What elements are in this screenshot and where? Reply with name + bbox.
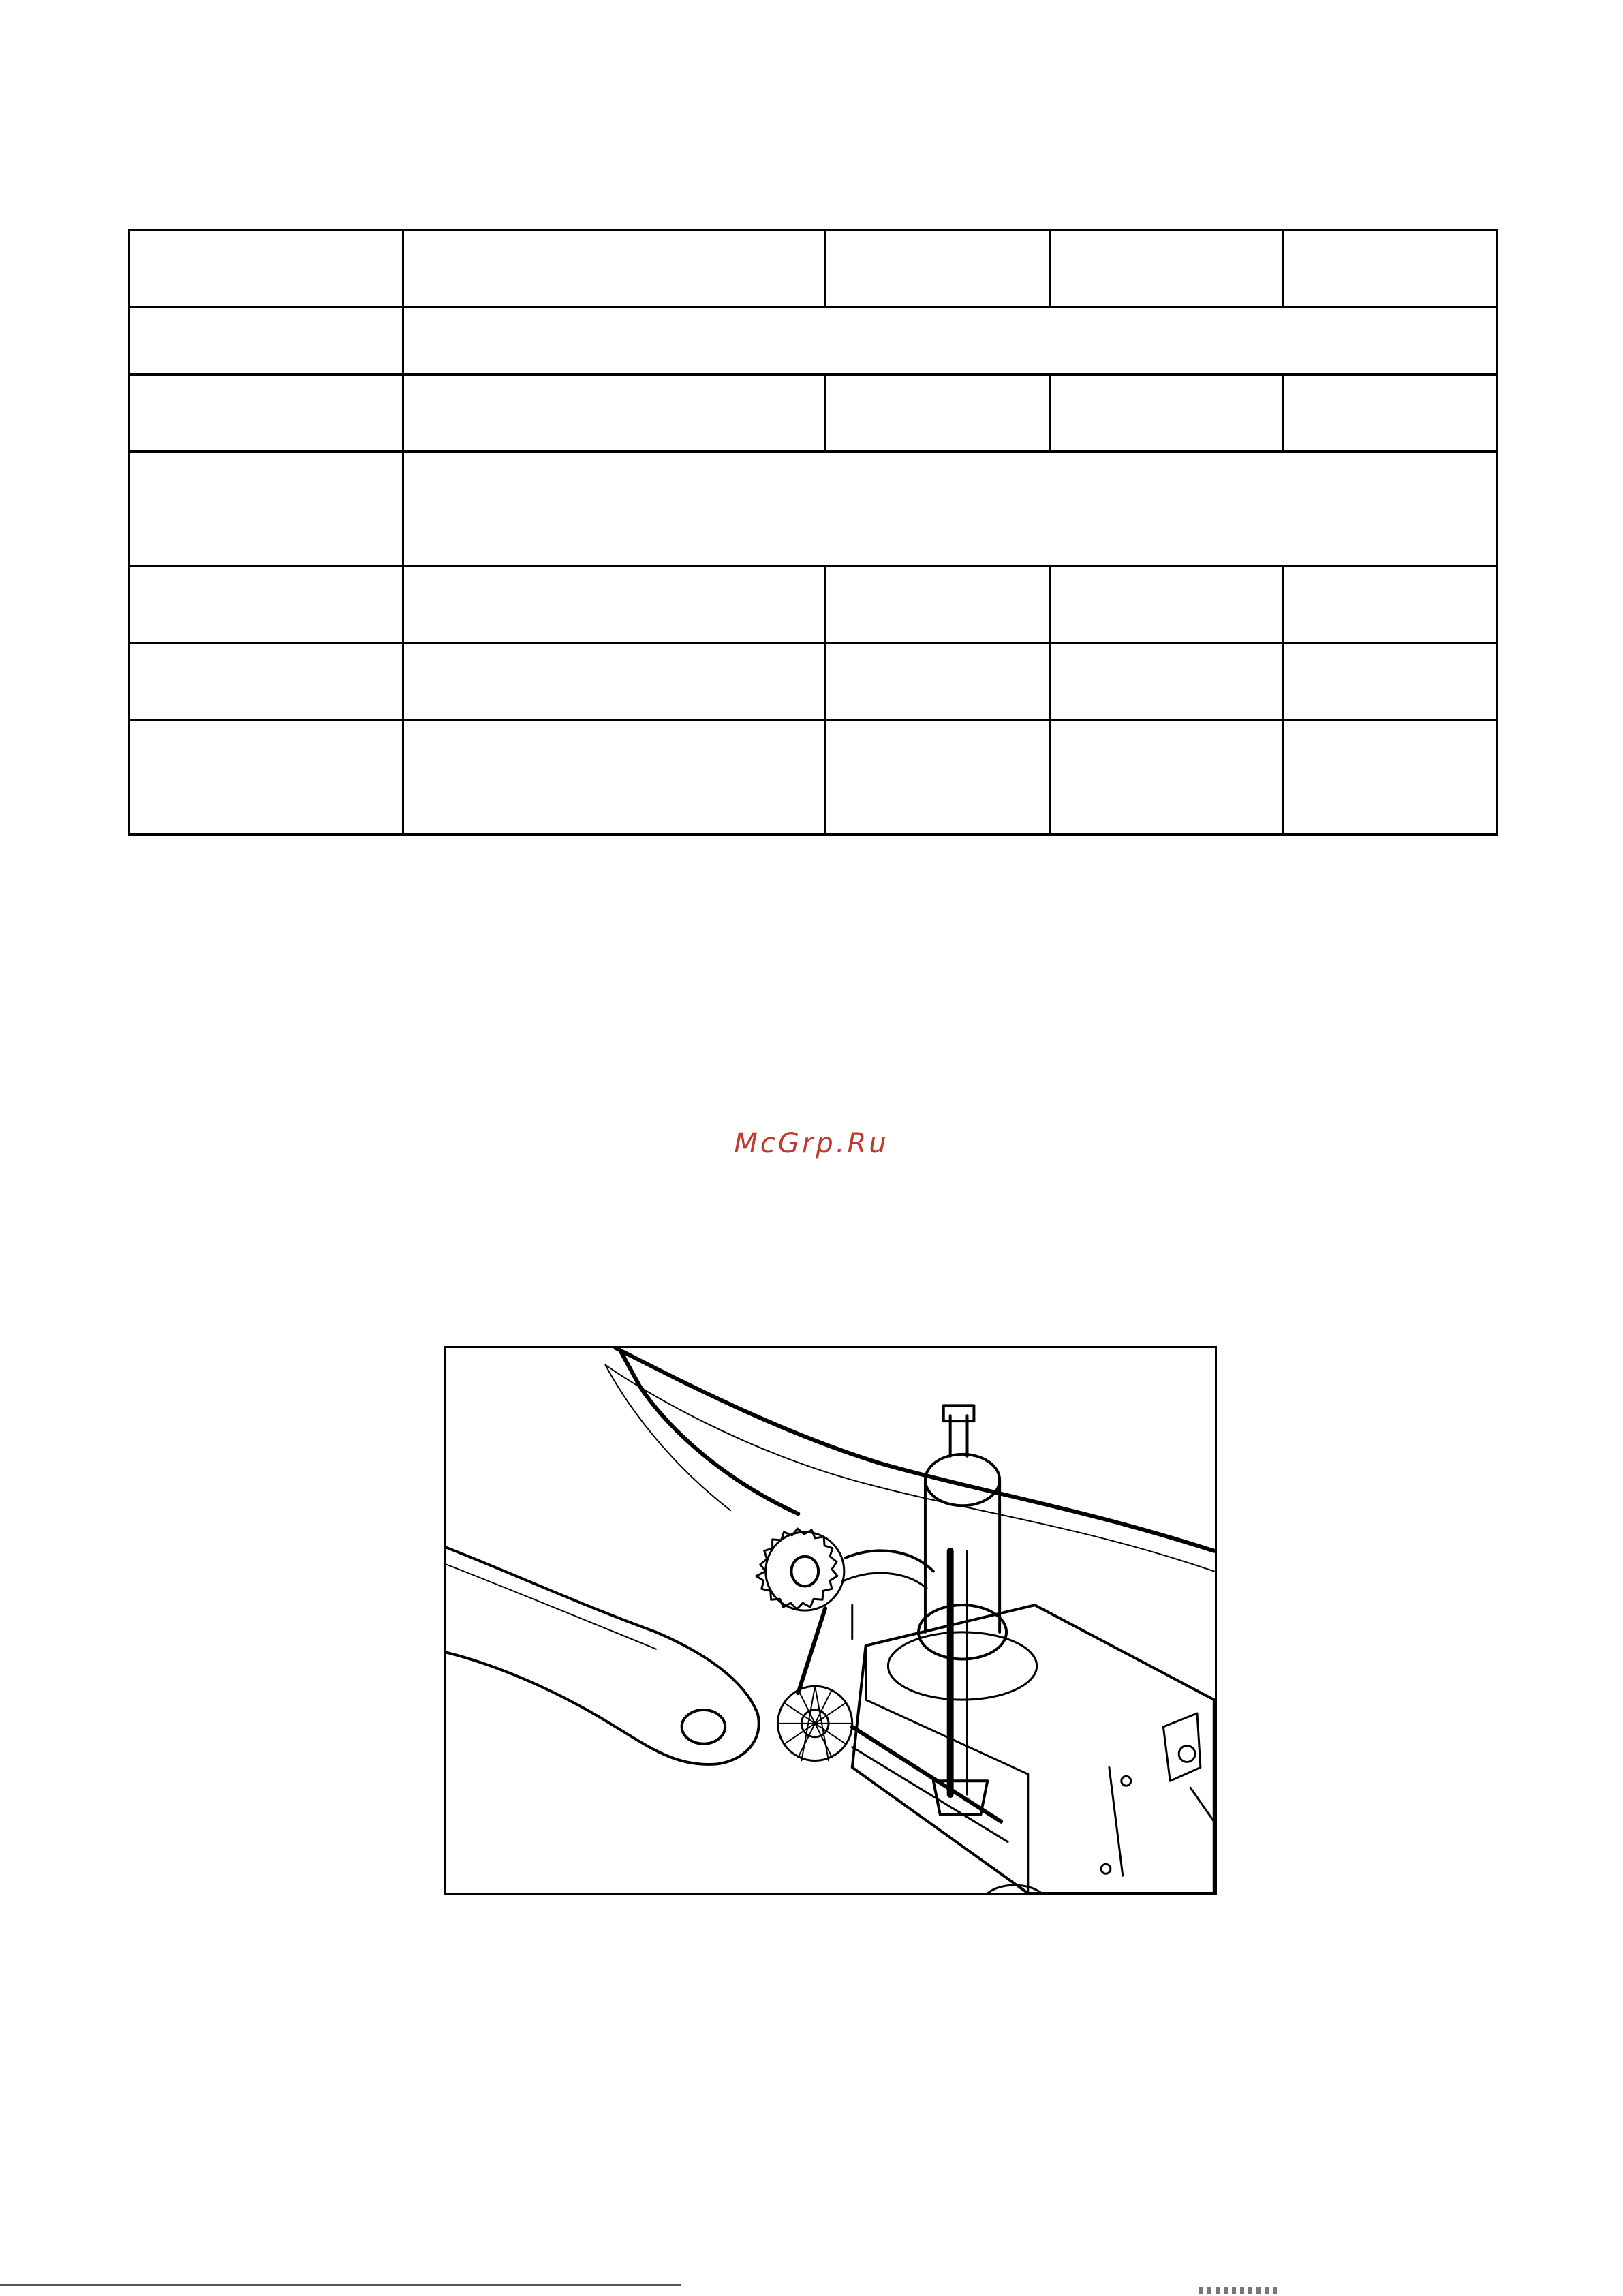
table-cell [129,643,403,720]
table-cell [1284,643,1498,720]
table-row [129,643,1498,720]
specification-table [128,229,1498,836]
table-cell [826,643,1051,720]
table-row [129,566,1498,643]
table-cell [1051,566,1284,643]
table-cell [1051,375,1284,452]
table-cell [826,230,1051,307]
table-cell [1051,720,1284,835]
table-cell [403,566,826,643]
table-row [129,452,1498,566]
footer-marks [1199,2287,1281,2294]
table-cell-merged [403,452,1498,566]
table-cell [826,720,1051,835]
table-cell [403,230,826,307]
table-cell [1284,230,1498,307]
floor-jack-lift-arm-icon [446,1348,1215,1893]
table-cell [1284,720,1498,835]
table-cell [129,375,403,452]
table-row [129,720,1498,835]
table-cell [403,375,826,452]
watermark-text: McGrp.Ru [734,1128,889,1159]
table-cell [1051,643,1284,720]
table-row [129,307,1498,375]
table-cell [129,452,403,566]
table-row [129,375,1498,452]
table-cell [1051,230,1284,307]
table-cell [403,643,826,720]
footer-rule [0,2284,681,2286]
figure-frame [444,1346,1217,1895]
table-cell [129,720,403,835]
table-cell [129,307,403,375]
table-cell [1284,375,1498,452]
table-cell [129,566,403,643]
table-cell [129,230,403,307]
table-cell-merged [403,307,1498,375]
table-cell [403,720,826,835]
table-cell [826,375,1051,452]
table-cell [1284,566,1498,643]
table-cell [826,566,1051,643]
table-row [129,230,1498,307]
